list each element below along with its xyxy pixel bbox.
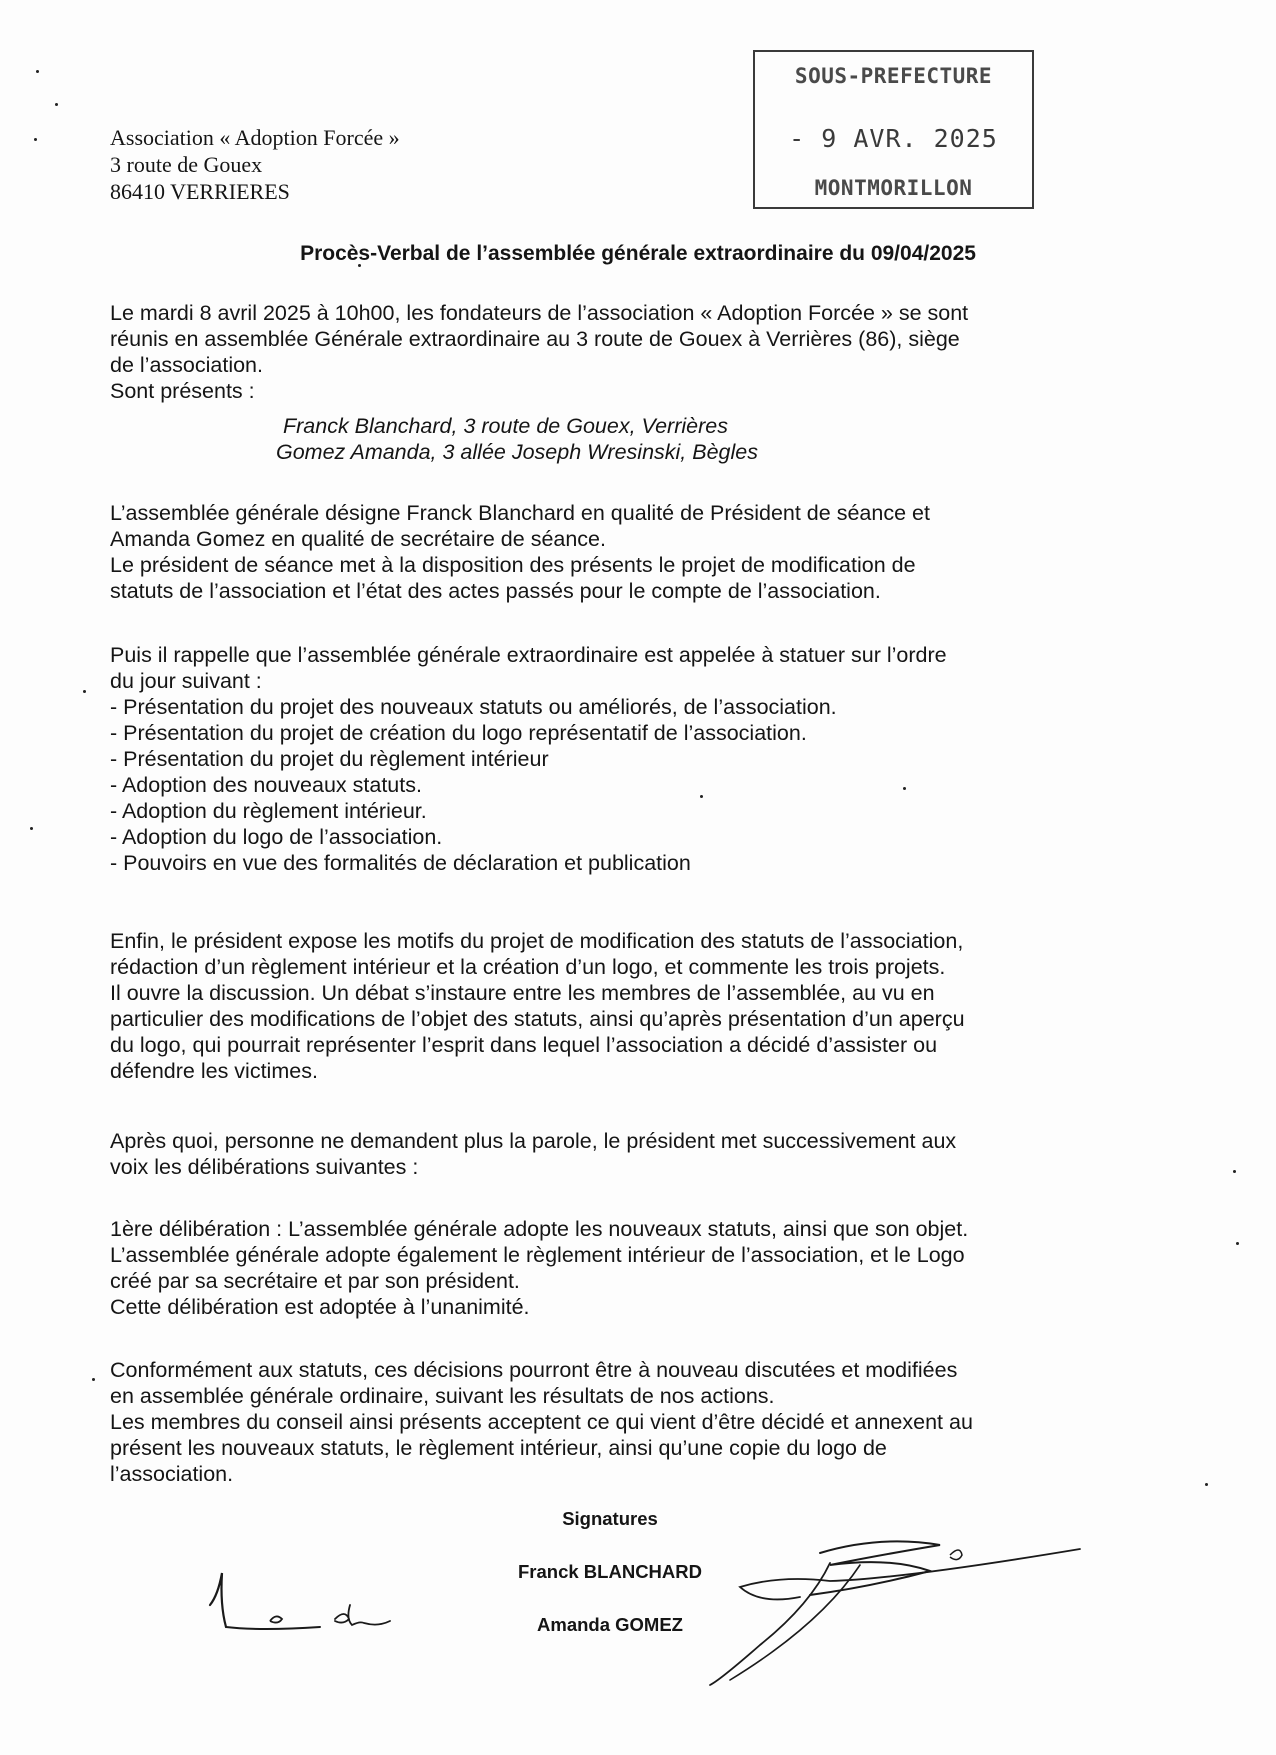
reception-stamp [753, 50, 1034, 209]
text-line: rédaction d’un règlement intérieur et la création d’un logo, et commente les trois projets. [110, 955, 946, 979]
discussion-paragraph [110, 928, 1130, 1084]
scan-speck [55, 103, 58, 106]
agenda-item: - Pouvoirs en vue des formalités de déclaration et publication [110, 851, 691, 875]
agenda-item: - Présentation du projet des nouveaux statuts ou améliorés, de l’association. [110, 695, 837, 719]
document-title: Procès-Verbal de l’assemblée générale extraordinaire du 09/04/2025 [300, 242, 976, 265]
text-line: défendre les victimes. [110, 1059, 318, 1083]
scan-speck [34, 138, 37, 141]
text-line: réunis en assemblée Générale extraordinaire au 3 route de Gouex à Verrières (86), siège [110, 327, 960, 351]
text-line: du jour suivant : [110, 669, 262, 693]
text-line: Puis il rappelle que l’assemblée générale extraordinaire est appelée à statuer sur l’ordre [110, 643, 947, 667]
text-line: Cette délibération est adoptée à l’unanimité. [110, 1295, 530, 1319]
text-line: présent les nouveaux statuts, le règlement intérieur, ainsi qu’une copie du logo de [110, 1436, 887, 1460]
text-line: voix les délibérations suivantes : [110, 1155, 419, 1179]
text-line: 1ère délibération : L’assemblée générale adopte les nouveaux statuts, ainsi que son objet. [110, 1217, 969, 1241]
signatory-name-2: Amanda GOMEZ [537, 1614, 683, 1635]
text-line: statuts de l’association et l’état des actes passés pour le compte de l’association. [110, 579, 881, 603]
scan-speck [1205, 1483, 1208, 1486]
sender-name: Association « Adoption Forcée » [110, 125, 400, 150]
sender-address [110, 124, 400, 205]
text-line: Le président de séance met à la disposition des présents le projet de modification de [110, 553, 916, 577]
scan-speck [36, 70, 39, 73]
text-line: Conformément aux statuts, ces décisions pourront être à nouveau discutées et modifiées [110, 1358, 958, 1382]
agenda-item: - Adoption des nouveaux statuts. [110, 773, 422, 797]
text-line: particulier des modifications de l’objet des statuts, ainsi qu’après présentation d’un aperçu [110, 1007, 965, 1031]
text-line: Sont présents : [110, 379, 255, 403]
agenda-item: - Présentation du projet du règlement intérieur [110, 747, 549, 771]
text-line: Amanda Gomez en qualité de secrétaire de séance. [110, 527, 606, 551]
text-line: de l’association. [110, 353, 263, 377]
text-line: l’association. [110, 1462, 234, 1486]
agenda-item: - Adoption du règlement intérieur. [110, 799, 427, 823]
agenda-paragraph [110, 642, 1130, 876]
handwritten-signature-left [200, 1565, 420, 1645]
designation-paragraph [110, 500, 1130, 604]
sender-street: 3 route de Gouex [110, 152, 263, 177]
text-line: du logo, qui pourrait représenter l’esprit dans lequel l’association a décidé d’assister ou [110, 1033, 938, 1057]
scan-speck [83, 690, 86, 693]
stamp-city: MONTMORILLON [814, 176, 973, 200]
text-line: créé par sa secrétaire et par son président. [110, 1269, 520, 1293]
handwritten-signature-right [700, 1535, 1100, 1695]
closing-paragraph [110, 1357, 1130, 1487]
scan-speck [1236, 1242, 1239, 1245]
text-line: Enfin, le président expose les motifs du projet de modification des statuts de l’association, [110, 929, 964, 953]
scan-speck [1233, 1170, 1236, 1173]
signatory-name-1: Franck BLANCHARD [518, 1561, 702, 1582]
attendee-2: Gomez Amanda, 3 allée Joseph Wresinski, Bègles [276, 440, 758, 464]
text-line: Il ouvre la discussion. Un débat s’instaure entre les membres de l’assemblée, au vu en [110, 981, 935, 1005]
scan-speck [92, 1378, 95, 1381]
text-line: Après quoi, personne ne demandent plus la parole, le président met successivement aux [110, 1129, 957, 1153]
vote-intro-paragraph [110, 1128, 1130, 1180]
text-line: L’assemblée générale adopte également le règlement intérieur de l’association, et le Logo [110, 1243, 965, 1267]
agenda-item: - Adoption du logo de l’association. [110, 825, 443, 849]
attendee-1: Franck Blanchard, 3 route de Gouex, Verrières [283, 414, 728, 438]
agenda-item: - Présentation du projet de création du logo représentatif de l’association. [110, 721, 807, 745]
deliberation-paragraph [110, 1216, 1130, 1320]
text-line: Les membres du conseil ainsi présents acceptent ce qui vient d’être décidé et annexent au [110, 1410, 973, 1434]
text-line: L’assemblée générale désigne Franck Blanchard en qualité de Président de séance et [110, 501, 930, 525]
sender-city: 86410 VERRIERES [110, 179, 290, 204]
stamp-office: SOUS-PREFECTURE [794, 64, 993, 88]
text-line: en assemblée générale ordinaire, suivant les résultats de nos actions. [110, 1384, 775, 1408]
intro-paragraph [110, 300, 1130, 404]
scan-speck [30, 827, 33, 830]
text-line: Le mardi 8 avril 2025 à 10h00, les fondateurs de l’association « Adoption Forcée » se sont [110, 301, 969, 325]
stamp-date: - 9 AVR. 2025 [789, 124, 998, 153]
signatures-heading: Signatures [562, 1508, 658, 1529]
